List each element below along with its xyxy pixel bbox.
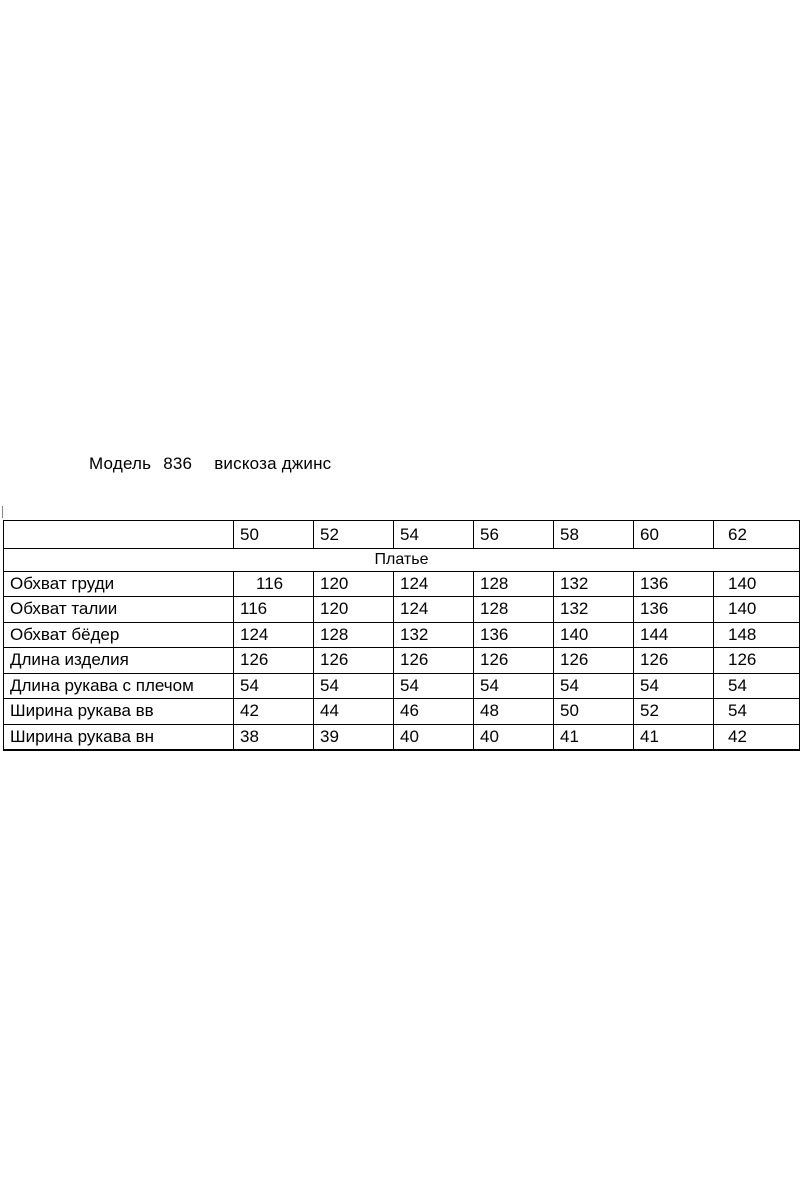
table-row [4, 673, 800, 699]
measure-value: 44 [314, 699, 394, 725]
measure-value: 126 [474, 648, 554, 674]
measure-value: 126 [314, 648, 394, 674]
model-number: 836 [163, 454, 193, 473]
measure-value: 48 [474, 699, 554, 725]
measure-value: 124 [394, 571, 474, 597]
measure-value: 54 [714, 699, 800, 725]
measure-value: 124 [394, 597, 474, 623]
measure-value: 54 [474, 673, 554, 699]
size-cell: 62 [714, 521, 800, 549]
measure-value: 136 [474, 622, 554, 648]
measure-value: 42 [714, 724, 800, 750]
measure-label: Длина изделия [4, 648, 234, 674]
size-cell: 58 [554, 521, 634, 549]
measure-value: 50 [554, 699, 634, 725]
measure-value: 136 [634, 597, 714, 623]
measure-value: 132 [554, 571, 634, 597]
measure-value: 54 [634, 673, 714, 699]
measure-value: 126 [394, 648, 474, 674]
measure-value: 54 [714, 673, 800, 699]
document-title [89, 454, 331, 474]
measure-value: 140 [554, 622, 634, 648]
measure-value: 132 [394, 622, 474, 648]
section-title: Платье [4, 548, 800, 571]
measure-value: 41 [634, 724, 714, 750]
table-row [4, 571, 800, 597]
measure-value: 54 [394, 673, 474, 699]
measure-value: 54 [314, 673, 394, 699]
size-header-row [4, 521, 800, 549]
measure-label: Ширина рукава вн [4, 724, 234, 750]
size-cell: 54 [394, 521, 474, 549]
measure-value: 128 [474, 597, 554, 623]
size-cell: 60 [634, 521, 714, 549]
measure-value: 126 [234, 648, 314, 674]
measure-value: 54 [234, 673, 314, 699]
measure-value: 132 [554, 597, 634, 623]
measure-value: 41 [554, 724, 634, 750]
table-row [4, 597, 800, 623]
measure-label: Обхват талии [4, 597, 234, 623]
measure-value: 46 [394, 699, 474, 725]
page-corner-mark [2, 506, 3, 518]
model-label: Модель [89, 454, 152, 473]
measure-value: 144 [634, 622, 714, 648]
measure-value: 38 [234, 724, 314, 750]
section-row [4, 548, 800, 571]
measure-value: 136 [634, 571, 714, 597]
measure-value: 124 [234, 622, 314, 648]
fabric-name: вискоза джинс [214, 454, 332, 473]
measure-value: 116 [234, 571, 314, 597]
measure-value: 116 [234, 597, 314, 623]
measure-value: 126 [714, 648, 800, 674]
measure-value: 120 [314, 597, 394, 623]
size-cell: 56 [474, 521, 554, 549]
measure-value: 40 [394, 724, 474, 750]
measure-value: 54 [554, 673, 634, 699]
measure-value: 140 [714, 597, 800, 623]
size-chart-table [3, 520, 800, 751]
size-cell: 50 [234, 521, 314, 549]
measure-label: Обхват бёдер [4, 622, 234, 648]
table-row [4, 724, 800, 750]
measure-value: 128 [314, 622, 394, 648]
table-row [4, 648, 800, 674]
measure-value: 148 [714, 622, 800, 648]
table-row [4, 699, 800, 725]
measure-value: 40 [474, 724, 554, 750]
measure-value: 52 [634, 699, 714, 725]
measure-value: 128 [474, 571, 554, 597]
measure-value: 140 [714, 571, 800, 597]
header-empty-cell [4, 521, 234, 549]
measure-value: 126 [554, 648, 634, 674]
measure-label: Обхват груди [4, 571, 234, 597]
measure-value: 42 [234, 699, 314, 725]
measure-value: 39 [314, 724, 394, 750]
table-row [4, 622, 800, 648]
measure-label: Ширина рукава вв [4, 699, 234, 725]
measure-label: Длина рукава с плечом [4, 673, 234, 699]
measure-value: 120 [314, 571, 394, 597]
size-cell: 52 [314, 521, 394, 549]
measure-value: 126 [634, 648, 714, 674]
